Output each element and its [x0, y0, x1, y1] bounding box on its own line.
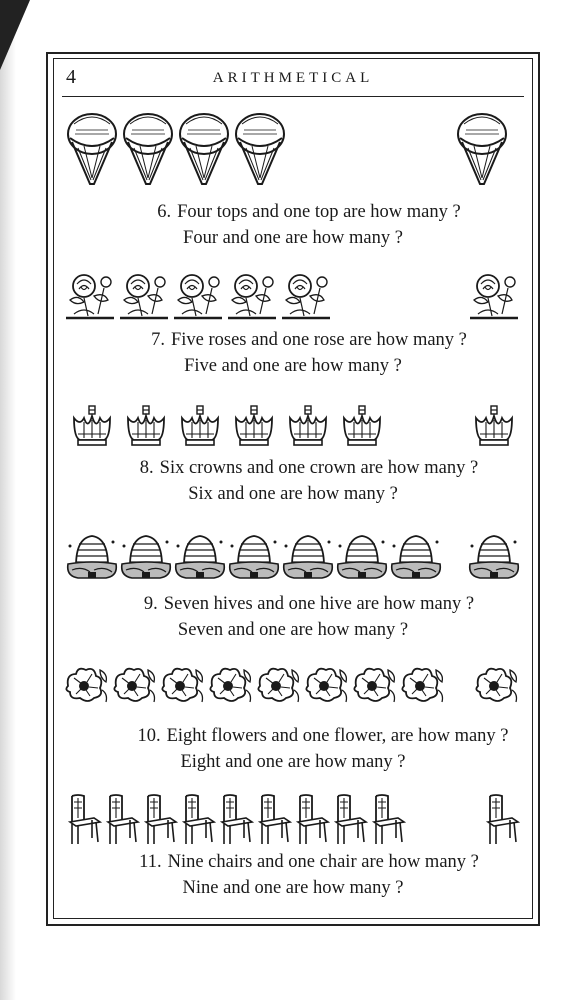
running-title: ARITHMETICAL [212, 70, 374, 86]
rose-icon [468, 270, 520, 322]
rose-icon [64, 270, 116, 322]
top-icon [66, 108, 118, 188]
crown-icon [178, 404, 222, 448]
flower-icon [206, 662, 254, 710]
question-text: Four tops and one top are how many ? [177, 202, 461, 222]
question-line [62, 200, 524, 224]
crown-icon [232, 404, 276, 448]
problem-6 [62, 104, 524, 254]
problem-number: 10. [137, 726, 161, 746]
beehive-icon [66, 530, 118, 582]
rose-icon [226, 270, 278, 322]
rose-icon [280, 270, 332, 322]
flower-icon [398, 662, 446, 710]
flower-icon [254, 662, 302, 710]
flower-icon [302, 662, 350, 710]
flower-icon [158, 662, 206, 710]
chair-icon [66, 794, 102, 846]
chair-icon [484, 794, 520, 846]
problem-number: 11. [139, 852, 162, 872]
follow-up-line: Seven and one are how many ? [177, 620, 409, 640]
crown-icon [340, 404, 384, 448]
follow-up-line: Nine and one are how many ? [182, 878, 404, 898]
follow-up-line: Eight and one are how many ? [180, 752, 406, 772]
beehive-icon [174, 530, 226, 582]
problem-number: 7. [151, 330, 165, 350]
question-line [62, 724, 524, 748]
follow-up-line: Six and one are how many ? [188, 484, 398, 504]
question-line [62, 850, 524, 874]
problem-number: 8. [139, 458, 154, 478]
problem-9 [62, 530, 524, 655]
flower-icon [62, 662, 110, 710]
chair-icon [332, 794, 368, 846]
crown-icon [286, 404, 330, 448]
beehive-icon [336, 530, 388, 582]
question-line [62, 456, 524, 480]
book-corner [0, 0, 30, 70]
beehive-icon [282, 530, 334, 582]
chair-icon [104, 794, 140, 846]
chair-icon [218, 794, 254, 846]
top-icon [178, 108, 230, 188]
question-text: Five roses and one rose are how many ? [170, 330, 467, 350]
chair-icon-row [62, 794, 524, 846]
crown-icon [472, 404, 516, 448]
crown-icon-row [62, 404, 524, 448]
top-icon [234, 108, 286, 188]
follow-up-line: Four and one are how many ? [183, 228, 403, 248]
beehive-icon [468, 530, 520, 582]
chair-icon [180, 794, 216, 846]
rose-icon [118, 270, 170, 322]
beehive-icon [390, 530, 442, 582]
problem-11 [62, 794, 524, 914]
chair-icon [294, 794, 330, 846]
beehive-icon-row [62, 530, 524, 582]
problem-7 [62, 266, 524, 386]
chair-icon [142, 794, 178, 846]
beehive-icon [228, 530, 280, 582]
rose-icon-row [62, 270, 524, 322]
chair-icon [370, 794, 406, 846]
flower-icon [110, 662, 158, 710]
top-icon-row [62, 108, 524, 188]
crown-icon [124, 404, 168, 448]
chair-icon [256, 794, 292, 846]
question-line [62, 328, 524, 352]
flower-icon [350, 662, 398, 710]
question-text: Eight flowers and one flower, are how many ? [166, 726, 509, 746]
question-text: Seven hives and one hive are how many ? [163, 594, 475, 614]
page-header [62, 64, 524, 97]
rose-icon [172, 270, 224, 322]
top-icon [122, 108, 174, 188]
question-text: Nine chairs and one chair are how many ? [167, 852, 479, 872]
problem-number: 9. [143, 594, 158, 614]
flower-icon-row [62, 662, 524, 710]
problem-10 [62, 662, 524, 782]
page-number: 4 [66, 66, 76, 88]
problem-8 [62, 400, 524, 520]
page-edge-shadow [0, 0, 16, 1000]
question-line [62, 592, 524, 616]
beehive-icon [120, 530, 172, 582]
problem-number: 6. [157, 202, 172, 222]
top-icon [456, 108, 508, 188]
follow-up-line: Five and one are how many ? [184, 356, 402, 376]
question-text: Six crowns and one crown are how many ? [159, 458, 479, 478]
flower-icon [472, 662, 520, 710]
crown-icon [70, 404, 114, 448]
